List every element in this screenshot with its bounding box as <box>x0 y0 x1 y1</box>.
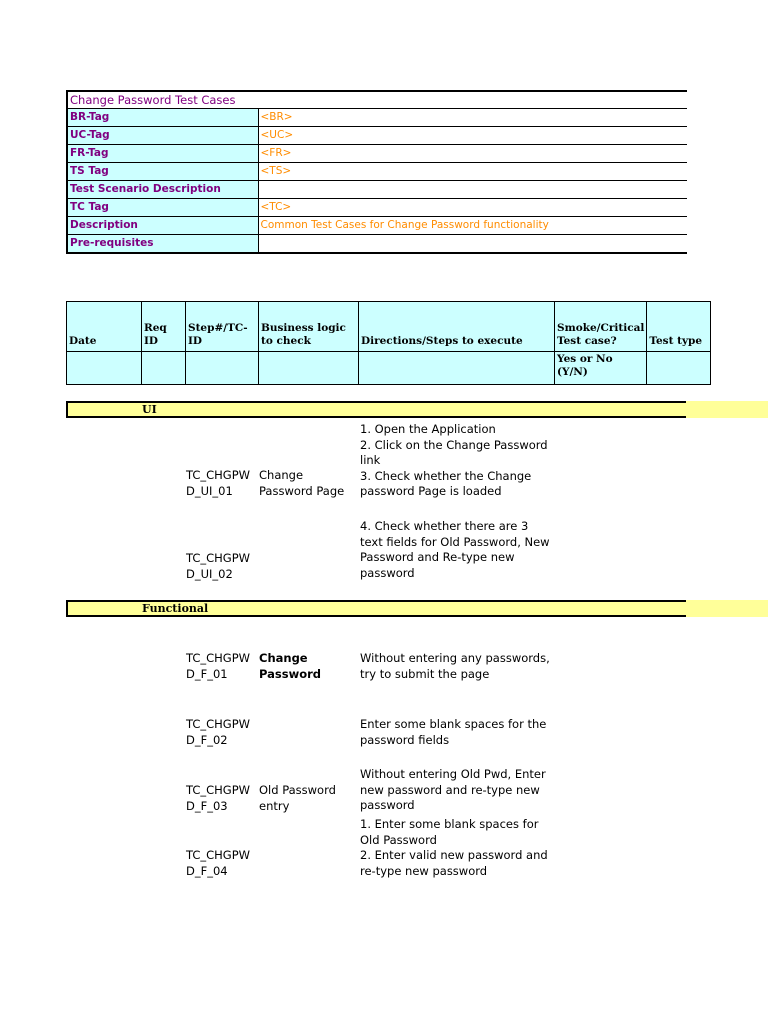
steps-f-03: Without entering Old Pwd, Enter new password and re-type new password <box>360 767 546 812</box>
logic-f-01: Change Password <box>259 651 321 681</box>
tc-id-f-01: TC_CHGPWD_F_01 <box>186 651 251 681</box>
header-row-description <box>67 217 687 235</box>
header-row-uc <box>67 127 687 145</box>
description-value[interactable]: Common Test Cases for Change Password functionality <box>258 217 687 235</box>
steps-f-04: 1. Enter some blank spaces for Old Password 2. Enter valid new password and re-type new password <box>360 817 548 878</box>
tc-tag-value[interactable]: <TC> <box>258 199 687 217</box>
column-date: Date <box>67 302 142 352</box>
column-smoke-yes-no: Yes or No (Y/N) <box>555 352 647 385</box>
section-bar-functional <box>66 600 686 617</box>
column-step-id: Step#/TC-ID <box>186 302 259 352</box>
uc-tag-label: UC-Tag <box>67 127 258 145</box>
cell-test-type-blank[interactable] <box>647 352 711 385</box>
description-label: Description <box>67 217 258 235</box>
prerequisites-value[interactable] <box>258 235 687 254</box>
section-label-ui: UI <box>142 403 157 416</box>
header-row-tc <box>67 199 687 217</box>
fr-tag-label: FR-Tag <box>67 145 258 163</box>
header-title: Change Password Test Cases <box>67 91 687 109</box>
cell-step-id-blank[interactable] <box>186 352 259 385</box>
section-bar-ui-extension <box>686 401 768 418</box>
ts-tag-label: TS Tag <box>67 163 258 181</box>
cell-logic-blank[interactable] <box>259 352 359 385</box>
cell-directions-blank[interactable] <box>359 352 555 385</box>
ts-tag-value[interactable]: <TS> <box>258 163 687 181</box>
logic-f-03: Old Password entry <box>259 783 336 813</box>
header-row-ts <box>67 163 687 181</box>
scenario-description-label: Test Scenario Description <box>67 181 258 199</box>
tc-id-f-02: TC_CHGPWD_F_02 <box>186 717 251 747</box>
header-row-fr <box>67 145 687 163</box>
section-label-functional: Functional <box>142 602 209 615</box>
column-directions: Directions/Steps to execute <box>359 302 555 352</box>
tc-id-f-03: TC_CHGPWD_F_03 <box>186 783 251 813</box>
test-case-header-block <box>66 90 686 254</box>
section-bar-ui <box>66 401 686 418</box>
column-req-id: Req ID <box>142 302 186 352</box>
header-row-scenario <box>67 181 687 199</box>
steps-ui-01: 1. Open the Application 2. Click on the Change Password link 3. Check whether the Change password Page is loaded <box>360 422 548 498</box>
prerequisites-label: Pre-requisites <box>67 235 258 254</box>
scenario-description-value[interactable] <box>258 181 687 199</box>
tc-id-ui-02: TC_CHGPWD_UI_02 <box>186 551 251 581</box>
steps-ui-02: 4. Check whether there are 3 text fields for Old Password, New Password and Re-type new password <box>360 519 550 580</box>
header-row-prereq <box>67 235 687 254</box>
header-row-br <box>67 109 687 127</box>
steps-f-01: Without entering any passwords, try to submit the page <box>360 651 550 681</box>
section-bar-functional-extension <box>686 600 768 617</box>
logic-ui-01: Change Password Page <box>259 468 345 498</box>
steps-f-02: Enter some blank spaces for the password fields <box>360 717 547 747</box>
column-header-table <box>66 301 711 385</box>
tc-id-ui-01: TC_CHGPWD_UI_01 <box>186 468 251 498</box>
tc-tag-label: TC Tag <box>67 199 258 217</box>
column-business-logic: Business logic to check <box>259 302 359 352</box>
cell-req-id-blank[interactable] <box>142 352 186 385</box>
cell-date-blank[interactable] <box>67 352 142 385</box>
column-test-type: Test type <box>647 302 711 352</box>
fr-tag-value[interactable]: <FR> <box>258 145 687 163</box>
column-smoke-critical: Smoke/Critical Test case? <box>555 302 647 352</box>
tc-id-f-04: TC_CHGPWD_F_04 <box>186 848 251 878</box>
uc-tag-value[interactable]: <UC> <box>258 127 687 145</box>
br-tag-value[interactable]: <BR> <box>258 109 687 127</box>
br-tag-label: BR-Tag <box>67 109 258 127</box>
